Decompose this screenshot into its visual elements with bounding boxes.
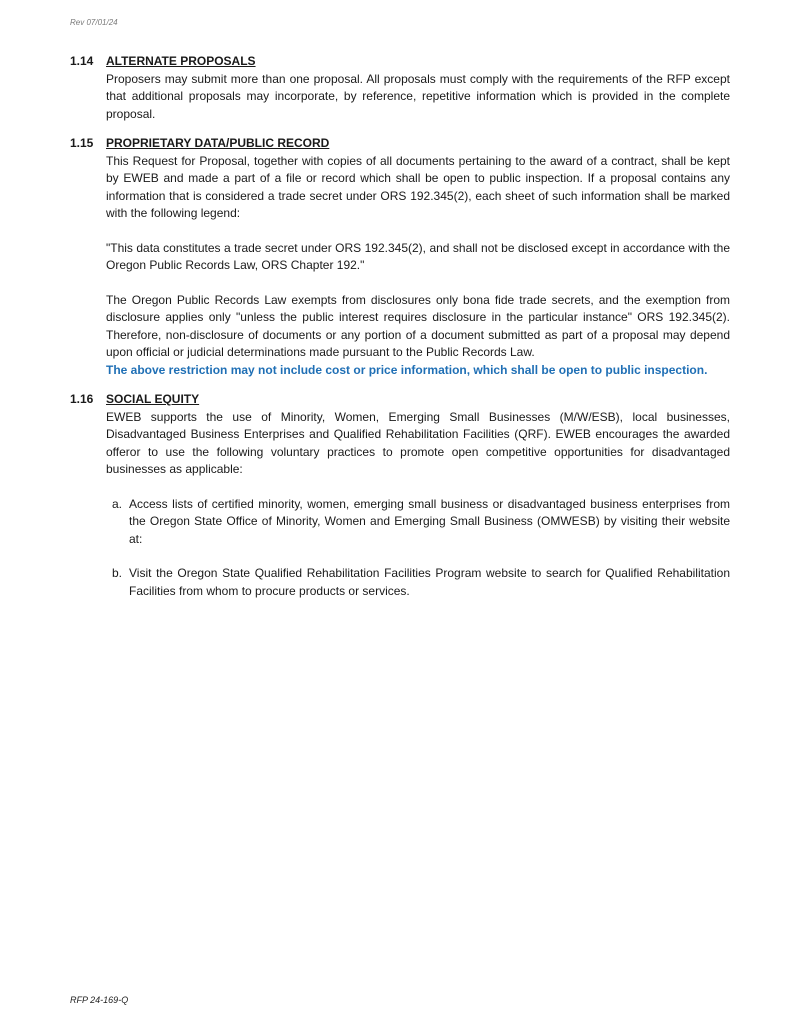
paragraph: This Request for Proposal, together with copies of all documents pertaining to the award of a contract, shall be kept by EWEB and made a part of a file or record which shall be open to public inspection. If a proposal contains any information that is considered a trade secret under ORS 192.345(2), each sheet of such information shall be marked with the following legend:	[106, 153, 730, 220]
section-title: PROPRIETARY DATA/PUBLIC RECORD	[106, 136, 330, 150]
section-title: SOCIAL EQUITY	[106, 392, 200, 406]
section-proprietary-data	[70, 135, 730, 379]
list-item	[112, 496, 730, 549]
trade-secret-legend: "This data constitutes a trade secret under ORS 192.345(2), and shall not be disclosed except in accordance with the Oregon Public Records Law, ORS Chapter 192."	[106, 240, 730, 272]
section-social-equity	[70, 391, 730, 600]
section-heading	[70, 53, 730, 71]
section-body	[106, 71, 730, 124]
section-number: 1.16	[70, 392, 94, 406]
paragraph: EWEB supports the use of Minority, Women, Emerging Small Businesses (M/W/ESB), local businesses, Disadvantaged Business Enterprises and Qualified Rehabilitation Facilities (QRF). EWEB encourages the awarded offeror to use the following voluntary practices to promote open competitive opportunities for disadvantaged businesses as applicable:	[106, 409, 730, 476]
paragraph: Proposers may submit more than one proposal. All proposals must comply with the requirements of the RFP except that additional proposals may incorporate, by reference, repetitive information which is provided in the complete proposal.	[106, 71, 730, 121]
list-marker: a.	[112, 496, 123, 511]
document-id: RFP 24-169-Q	[70, 995, 129, 1005]
list-marker: b.	[112, 566, 123, 580]
section-title: ALTERNATE PROPOSALS	[106, 54, 256, 68]
practices-list	[106, 496, 730, 601]
list-item	[112, 565, 730, 600]
highlight-notice: The above restriction may not include cost or price information, which shall be open to public inspection.	[106, 362, 708, 377]
section-body	[106, 153, 730, 380]
section-heading	[70, 391, 730, 409]
list-item-text: Access lists of certified minority, women, emerging small business or disadvantaged business enterprises from the Oregon State Office of Minority, Women and Emerging Small Business (OMWESB) by visiting their website at:	[129, 496, 730, 546]
section-heading	[70, 135, 730, 153]
section-alternate-proposals	[70, 53, 730, 123]
paragraph: The Oregon Public Records Law exempts from disclosures only bona fide trade secrets, and the exemption from disclosure applies only "unless the public interest requires disclosure in the particular instance" ORS 192.345(2). Therefore, non-disclosure of documents or any portion of a document submitted as part of a proposal may depend upon official or judicial determinations made pursuant to the Public Records Law.	[106, 292, 730, 359]
section-number: 1.15	[70, 136, 94, 150]
document-body	[70, 53, 730, 612]
revision-date: Rev 07/01/24	[70, 18, 118, 27]
section-number: 1.14	[70, 54, 94, 68]
list-item-text: Visit the Oregon State Qualified Rehabilitation Facilities Program website to search for Qualified Rehabilitation Facilities from whom to procure products or services.	[129, 566, 730, 598]
section-body	[106, 409, 730, 601]
